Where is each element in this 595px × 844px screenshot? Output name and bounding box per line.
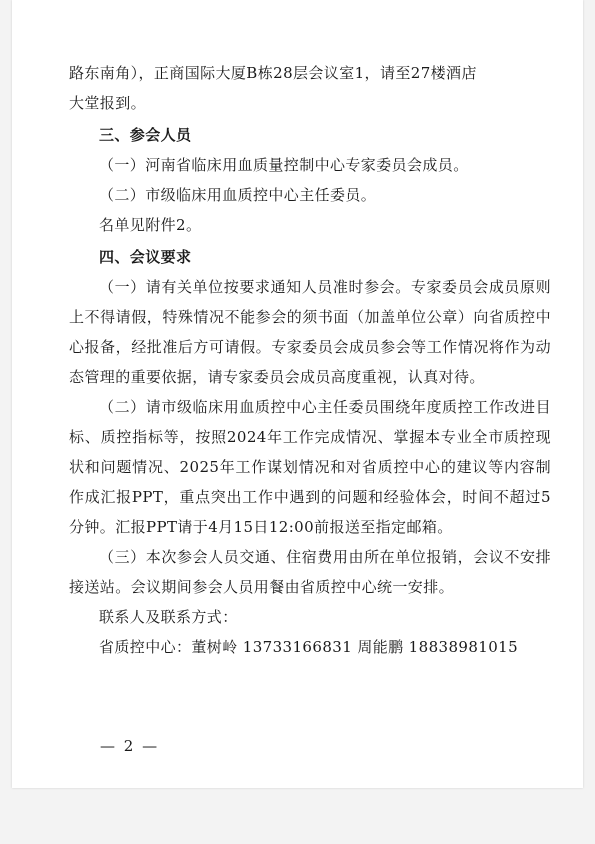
requirement-paragraph-1: （一）请有关单位按要求通知人员准时参会。专家委员会成员原则上不得请假，特殊情况不能参会的须书面（加盖单位公章）向省质控中心报备，经批准后方可请假。专家委员会成员参会等工作情况将作为动态管理的重要依据，请专家委员会成员高度重视，认真对待。 xyxy=(69,278,551,386)
attendee-item-1: （一）河南省临床用血质量控制中心专家委员会成员。 xyxy=(99,156,469,174)
page-number: — 2 — xyxy=(100,737,160,755)
section-heading-requirements: 四、会议要求 xyxy=(99,248,192,266)
text-line: 路东南角），正商国际大厦B栋28层会议室1，请至27楼酒店 xyxy=(69,64,477,82)
contact-line: 省质控中心：董树岭 13733166831 周能鹏 18838981015 xyxy=(99,638,519,656)
text-line: 大堂报到。 xyxy=(69,94,147,112)
requirement-paragraph-2: （二）请市级临床用血质控中心主任委员围绕年度质控工作改进目标、质控指标等，按照2024年工作完成情况、掌握本专业全市质控现状和问题情况、2025年工作谋划情况和对省质控中心的建议等内容制作成汇报PPT，重点突出工作中遇到的问题和经验体会，时间不超过5分钟。汇报PPT请于4月15日12:00前报送至指定邮箱。 xyxy=(69,398,551,536)
section-heading-attendees: 三、参会人员 xyxy=(99,126,192,144)
document-page xyxy=(12,0,583,788)
attendee-item-2: （二）市级临床用血质控中心主任委员。 xyxy=(99,186,377,204)
document-body xyxy=(69,58,551,662)
requirement-paragraph-3: （三）本次参会人员交通、住宿费用由所在单位报销，会议不安排接送站。会议期间参会人员用餐由省质控中心统一安排。 xyxy=(69,548,551,596)
attendee-list-note: 名单见附件2。 xyxy=(99,216,202,234)
contact-label: 联系人及联系方式： xyxy=(99,608,238,626)
